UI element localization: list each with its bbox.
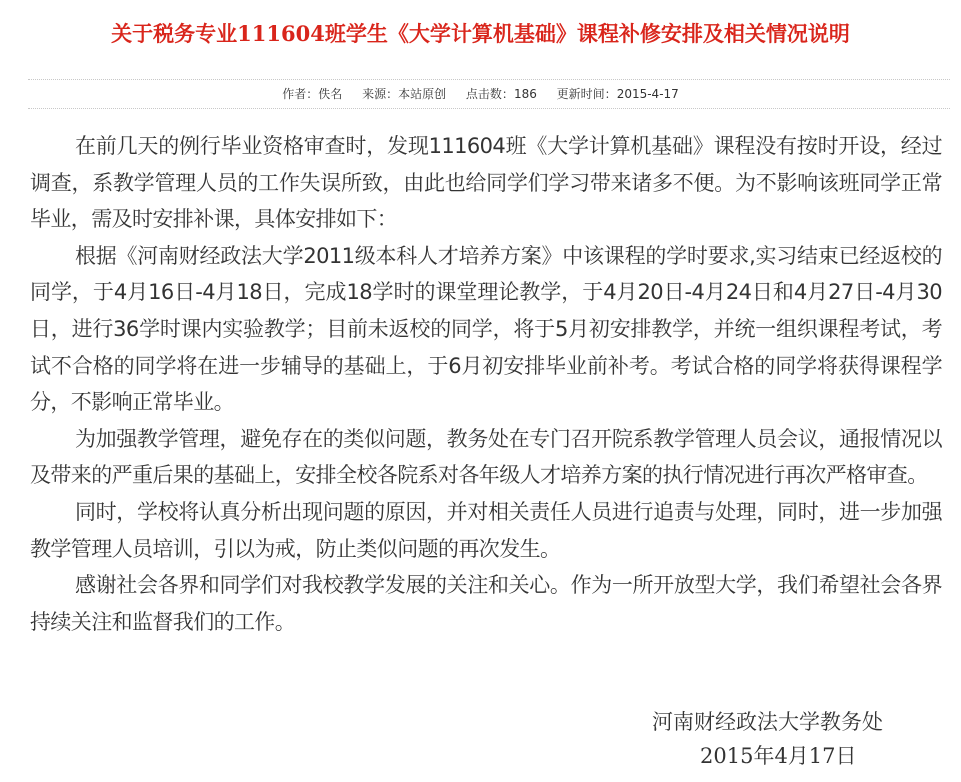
divider-bottom xyxy=(28,108,950,109)
paragraph-management: 为加强教学管理，避免存在的类似问题，教务处在专门召开院系教学管理人员会议，通报情况以及带来的严重后果的基础上，安排全校各院系对各年级人才培养方案的执行情况进行再次严格审查。 xyxy=(30,426,942,488)
meta-source-value: 本站原创 xyxy=(398,87,447,101)
meta-author-value: 佚名 xyxy=(318,87,343,101)
signature-date: 2015年4月17日 xyxy=(700,744,857,768)
meta-updated-value: 2015-4-17 xyxy=(616,87,679,101)
signature-organization: 河南财经政法大学教务处 xyxy=(652,710,883,734)
meta-author-label: 作者： xyxy=(282,87,319,101)
article-meta xyxy=(0,85,961,103)
article-title: 关于税务专业111604班学生《大学计算机基础》课程补修安排及相关情况说明 xyxy=(111,21,850,46)
paragraph-thanks: 感谢社会各界和同学们对我校教学发展的关注和关心。作为一所开放型大学，我们希望社会各界持续关注和监督我们的工作。 xyxy=(30,573,942,634)
meta-hits-value: 186 xyxy=(513,87,537,101)
meta-author xyxy=(282,85,342,103)
meta-hits xyxy=(466,85,537,103)
divider-top xyxy=(28,79,950,80)
paragraph-intro: 在前几天的例行毕业资格审查时，发现111604班《大学计算机基础》课程没有按时开设，经过调查，系教学管理人员的工作失误所致，由此也给同学们学习带来诸多不便。为不影响该班同学正常毕业，需及时安排补课，具体安排如下： xyxy=(30,134,942,232)
meta-updated xyxy=(557,85,679,103)
paragraph-accountability: 同时，学校将认真分析出现问题的原因，并对相关责任人员进行追责与处理，同时，进一步加强教学管理人员培训，引以为戒，防止类似问题的再次发生。 xyxy=(30,499,942,561)
meta-updated-label: 更新时间： xyxy=(556,87,617,101)
meta-source xyxy=(362,85,446,103)
article-body xyxy=(30,128,942,640)
meta-hits-label: 点击数： xyxy=(465,87,514,101)
meta-source-label: 来源： xyxy=(362,87,399,101)
paragraph-schedule: 根据《河南财经政法大学2011级本科人才培养方案》中该课程的学时要求,实习结束已经返校的同学，于4月16日-4月18日，完成18学时的课堂理论教学，于4月20日-4月24日和4月27日-4月30日，进行36学时课内实验教学；目前未返校的同学，将于5月初安排教学，并统一组织课程考试，考试不合格的同学将在进一步辅导的基础上，于6月初安排毕业前补考。考试合格的同学将获得课程学分，不影响正常毕业。 xyxy=(30,243,942,415)
